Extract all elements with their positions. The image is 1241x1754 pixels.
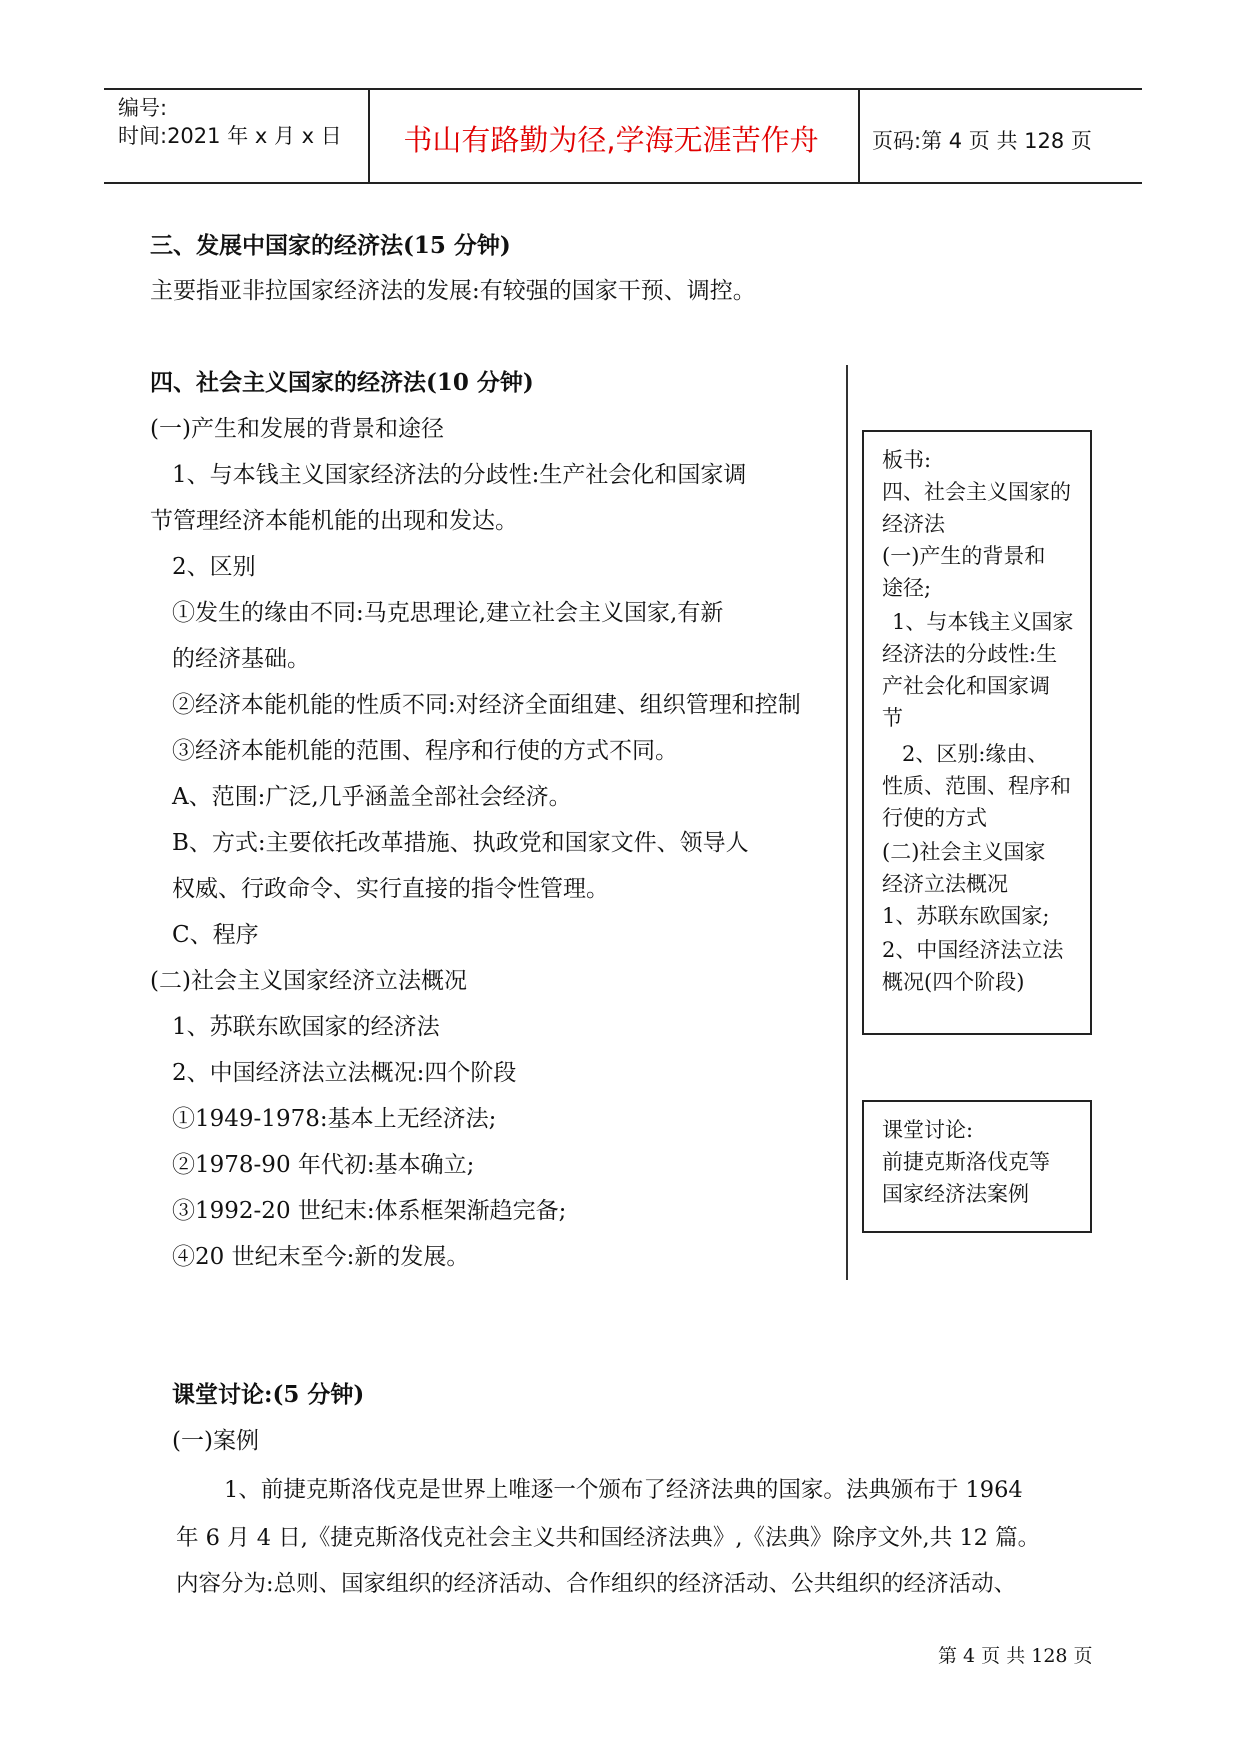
board-line: 行使的方式 [882,806,987,830]
board-line: 经济法 [882,512,945,536]
stage-3: ③1992-20 世纪末:体系框架渐趋完备; [172,1198,567,1224]
section-4-item-c: C、程序 [172,922,259,948]
section-4-item-b1: B、方式:主要依托改革措施、执政党和国家文件、领导人 [172,830,749,856]
discussion-para-2: 年 6 月 4 日,《捷克斯洛伐克社会主义共和国经济法典》,《法典》除序文外,共 12 篇。 [176,1525,1041,1551]
board-line: 板书: [882,448,932,472]
header-page-label: 页码:第 4 页 共 128 页 [872,129,1092,153]
section-4-item-3: ③经济本能机能的范围、程序和行使的方式不同。 [172,738,678,764]
section-4-item-2: ②经济本能机能的性质不同:对经济全面组建、组织管理和控制 [172,692,801,718]
section-3-title: 三、发展中国家的经济法(15 分钟) [150,232,511,259]
discussion-title: 课堂讨论:(5 分钟) [172,1381,365,1408]
stage-1: ①1949-1978:基本上无经济法; [172,1106,497,1132]
board-line: 节 [882,706,903,730]
board-line: 性质、范围、程序和 [882,774,1071,798]
section-3-body: 主要指亚非拉国家经济法的发展:有较强的国家干预、调控。 [150,278,756,304]
discussion-box [862,1100,1092,1233]
board-notes-box [862,430,1092,1035]
board-line: 经济立法概况 [882,872,1008,896]
section-4-item-b2: 权威、行政命令、实行直接的指令性管理。 [172,876,609,902]
board-line: 四、社会主义国家的 [882,480,1071,504]
discussion-line: 国家经济法案例 [882,1182,1029,1206]
board-line: 途径; [882,576,932,600]
board-line: 产社会化和国家调 [882,674,1050,698]
stage-2: ②1978-90 年代初:基本确立; [172,1152,475,1178]
board-line: 2、中国经济法立法 [882,938,1064,962]
board-line: (一)产生的背景和 [882,544,1046,568]
column-divider [846,365,848,1280]
section-4-title: 四、社会主义国家的经济法(10 分钟) [150,369,534,396]
board-line: (二)社会主义国家 [882,840,1046,864]
discussion-line: 课堂讨论: [882,1118,974,1142]
discussion-para-1: 1、前捷克斯洛伐克是世界上唯逐一个颁布了经济法典的国家。法典颁布于 1964 [224,1477,1023,1503]
header-divider-right [858,88,860,183]
board-line: 1、与本钱主义国家 [892,610,1074,634]
header-time-label: 时间:2021 年 x 月 x 日 [118,124,342,148]
stage-4: ④20 世纪末至今:新的发展。 [172,1244,470,1270]
header-motto: 书山有路勤为径,学海无涯苦作舟 [403,123,819,157]
header-top-rule [104,88,1142,90]
board-line: 1、苏联东欧国家; [882,904,1050,928]
board-line: 2、区别:缘由、 [902,742,1049,766]
section-4-item-1b: 的经济基础。 [172,646,310,672]
section-4-para-2: 2、区别 [172,554,256,580]
section-4-sub2-item-2: 2、中国经济法立法概况:四个阶段 [172,1060,517,1086]
discussion-subtitle-1: (一)案例 [172,1428,259,1454]
section-4-para-1a: 1、与本钱主义国家经济法的分歧性:生产社会化和国家调 [172,462,747,488]
header-number-label: 编号: [118,96,168,120]
footer-page-number: 第 4 页 共 128 页 [938,1645,1093,1667]
section-4-subtitle-1: (一)产生和发展的背景和途径 [150,416,444,442]
section-4-sub2-item-1: 1、苏联东欧国家的经济法 [172,1014,440,1040]
board-line: 概况(四个阶段) [882,970,1025,994]
header-divider-left [368,88,370,183]
discussion-para-3: 内容分为:总则、国家组织的经济活动、合作组织的经济活动、公共组织的经济活动、 [176,1571,1017,1597]
header-bottom-rule [104,182,1142,184]
section-4-para-1b: 节管理经济本能机能的出现和发达。 [150,508,518,534]
board-line: 经济法的分歧性:生 [882,642,1058,666]
section-4-subtitle-2: (二)社会主义国家经济立法概况 [150,968,467,994]
section-4-item-1a: ①发生的缘由不同:马克思理论,建立社会主义国家,有新 [172,600,724,626]
discussion-line: 前捷克斯洛伐克等 [882,1150,1050,1174]
section-4-item-a: A、范围:广泛,几乎涵盖全部社会经济。 [172,784,572,810]
